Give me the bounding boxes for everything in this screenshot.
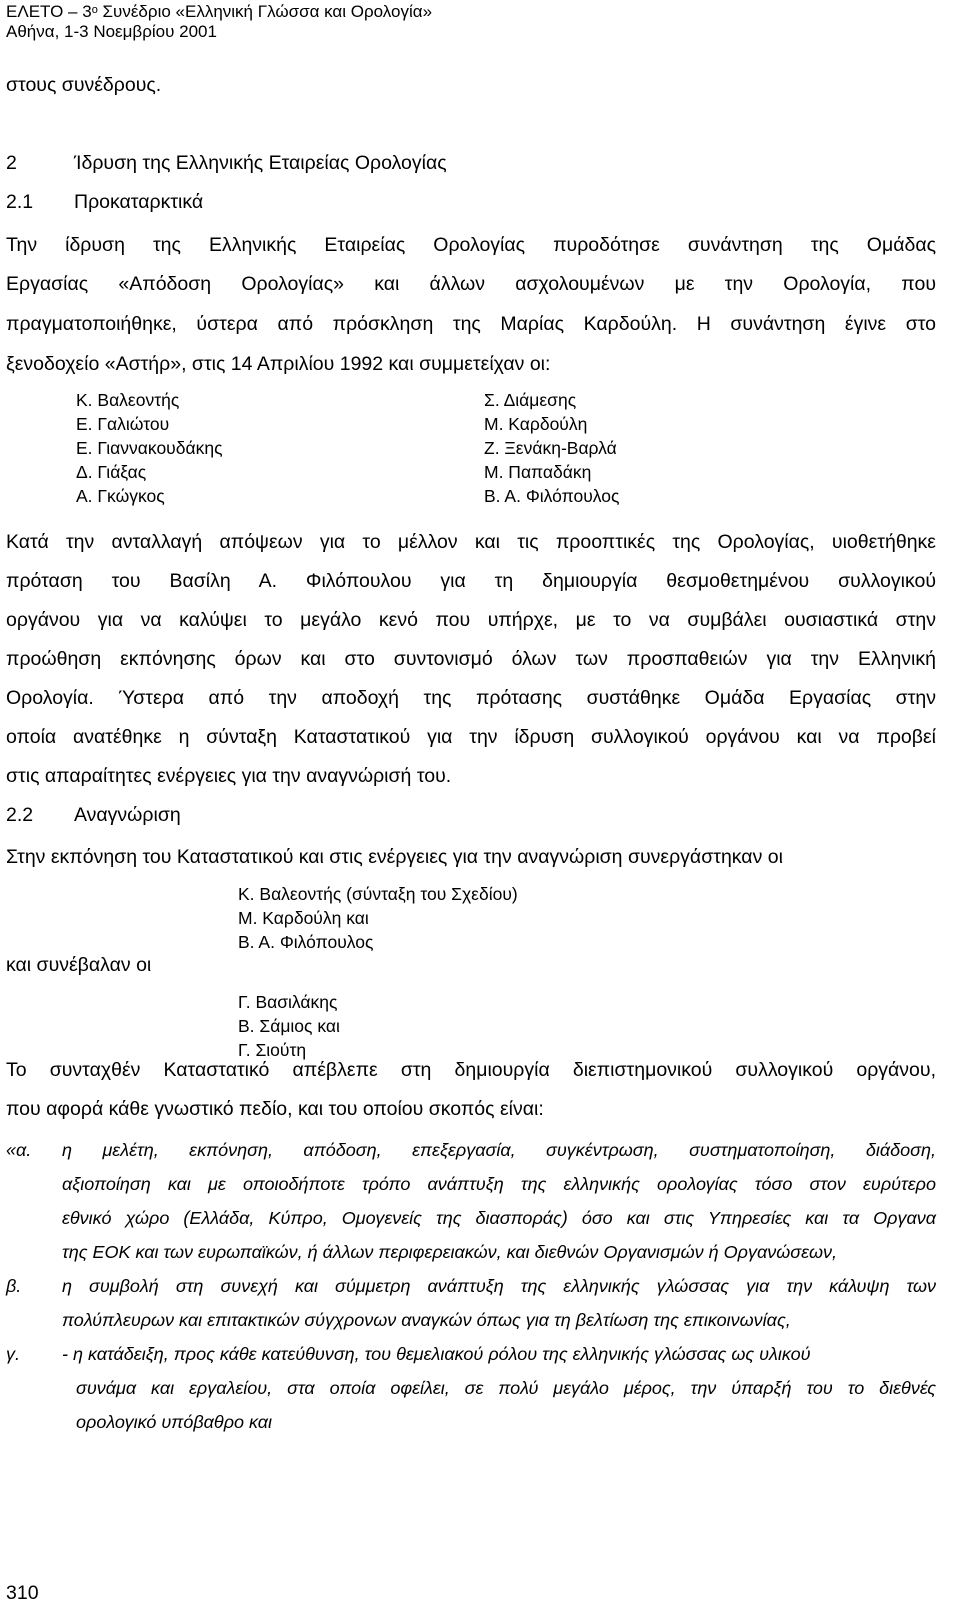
contributor: Μ. Καρδούλη και [238,908,369,928]
section-2-2-title: Αναγνώριση [74,804,181,826]
section-2-number: 2 [6,152,17,174]
contributors-group-2 [238,990,340,1062]
quote-marker-a: «α. [6,1140,32,1160]
participant: Σ. Διάμεσης [484,390,577,410]
participants-right-column [484,388,619,508]
para2-line-5: Ορολογία. Ύστερα από την αποδοχή της πρότασης συστάθηκε Ομάδα Εργασίας στην [6,687,936,709]
participant: Ε. Γιαννακουδάκης [76,438,223,458]
running-header-title [6,2,432,22]
participant: Ε. Γαλιώτου [76,414,170,434]
quote-c-line-1: - η κατάδειξη, προς κάθε κατεύθυνση, του θεμελιακού ρόλου της ελληνικής γλώσσας ως υλικού [62,1344,811,1364]
and-contributed-text: και συνέβαλαν οι [6,954,152,976]
para2-line-4: προώθηση εκπόνησης όρων και στο συντονισμό όλων των προσπαθειών για την Ελληνική [6,648,936,670]
para2-line-6: οποία ανατέθηκε η σύνταξη Καταστατικού για την ίδρυση συλλογικού οργάνου και να προβεί [6,726,936,748]
participant: Δ. Γιάξας [76,462,147,482]
quote-b-line-2: πολύπλευρων και επιτακτικών σύγχρονων αναγκών όπως για τη βελτίωση της επικοινωνίας, [62,1310,791,1330]
para1-line-3: πραγματοποιήθηκε, ύστερα από πρόσκληση της Μαρίας Καρδούλη. Η συνάντηση έγινε στο [6,313,936,335]
contributor: Β. Α. Φιλόπουλος [238,932,374,952]
para1-line-1: Την ίδρυση της Ελληνικής Εταιρείας Ορολογίας πυροδότησε συνάντηση της Ομάδας [6,234,936,256]
para2-line-2: πρόταση του Βασίλη Α. Φιλόπουλου για τη δημιουργία θεσμοθετημένου συλλογικού [6,570,936,592]
participants-left-column [76,388,223,508]
para4-line-2: που αφορά κάθε γνωστικό πεδίο, και του οποίου σκοπός είναι: [6,1098,544,1120]
para4-line-1: Το συνταχθέν Καταστατικό απέβλεπε στη δημιουργία διεπιστημονικού συλλογικού οργάνου, [6,1059,936,1081]
quote-a-line-1: η μελέτη, εκπόνηση, απόδοση, επεξεργασία, συγκέντρωση, συστηματοποίηση, διάδοση, [62,1140,936,1160]
contributor: Γ. Σιούτη [238,1040,307,1060]
quote-a-line-4: της ΕΟΚ και των ευρωπαϊκών, ή άλλων περιφερειακών, και διεθνών Οργανισμών ή Οργανώσεων, [62,1242,838,1262]
quote-marker-c: γ. [6,1344,21,1364]
quote-a-line-2: αξιοποίηση και με οποιοδήποτε τρόπο ανάπτυξη της ελληνικής ορολογίας τόσο στον ευρύτερο [62,1174,936,1194]
section-2-1-number: 2.1 [6,191,34,213]
participant: Β. Α. Φιλόπουλος [484,486,620,506]
quote-c-line-2: συνάμα και εργαλείου, στα οποία οφείλει, σε πολύ μεγάλο μέρος, την ύπαρξή του το διεθνές [76,1378,936,1398]
para1-line-2: Εργασίας «Απόδοση Ορολογίας» και άλλων ασχολουμένων με την Ορολογία, που [6,273,936,295]
header-title-text: ΕΛΕΤΟ – 3 [6,2,92,21]
contributor: Β. Σάμιος και [238,1016,340,1036]
participant: Ζ. Ξενάκη-Βαρλά [484,438,617,458]
para1-line-4: ξενοδοχείο «Αστήρ», στις 14 Απριλίου 1992 και συμμετείχαν οι: [6,353,551,375]
intro-tail-text: στους συνέδρους. [6,74,162,96]
section-2-title: Ίδρυση της Ελληνικής Εταιρείας Ορολογίας [74,152,447,174]
header-title-rest: Συνέδριο «Ελληνική Γλώσσα και Ορολογία» [97,2,433,21]
participant: Μ. Παπαδάκη [484,462,592,482]
para2-line-1: Κατά την ανταλλαγή απόψεων για το μέλλον και τις προοπτικές της Ορολογίας, υιοθετήθηκε [6,531,936,553]
section-2-2-number: 2.2 [6,804,34,826]
participant: Α. Γκώγκος [76,486,165,506]
section-2-1-title: Προκαταρκτικά [74,191,204,213]
participant: Μ. Καρδούλη [484,414,588,434]
quote-marker-b: β. [6,1276,22,1296]
para2-line-3: οργάνου για να καλύψει το μεγάλο κενό που υπήρχε, με το να συμβάλει ουσιαστικά στην [6,609,936,631]
para2-line-7: στις απαραίτητες ενέργειες για την αναγνώρισή του. [6,765,452,787]
contributor: Κ. Βαλεοντής (σύνταξη του Σχεδίου) [238,884,518,904]
para3-text: Στην εκπόνηση του Καταστατικού και στις ενέργειες για την αναγνώριση συνεργάστηκαν οι [6,846,783,868]
contributor: Γ. Βασιλάκης [238,992,338,1012]
quote-c-line-3: ορολογικό υπόβαθρο και [76,1412,273,1432]
participant: Κ. Βαλεοντής [76,390,180,410]
running-header-date: Αθήνα, 1-3 Νοεμβρίου 2001 [6,22,217,41]
header-superscript: ο [91,4,98,16]
quote-a-line-3: εθνικό χώρο (Ελλάδα, Κύπρο, Ομογενείς της διασποράς) όσο και στις Υπηρεσίες και τα Οργανα [62,1208,936,1228]
page-number: 310 [6,1582,39,1604]
quote-b-line-1: η συμβολή στη συνεχή και σύμμετρη ανάπτυξη της ελληνικής γλώσσας για την κάλυψη των [62,1276,936,1296]
contributors-group-1 [238,882,518,954]
